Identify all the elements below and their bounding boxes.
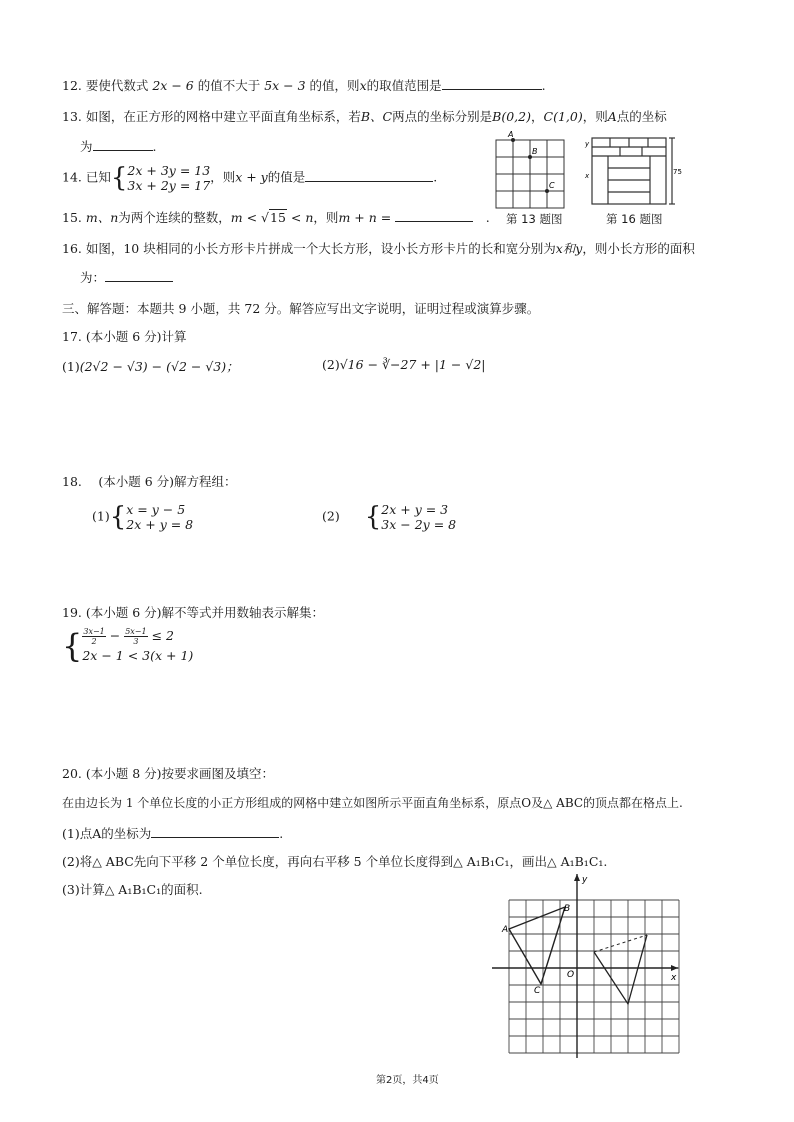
figure-16-rectangles (584, 134, 680, 210)
question-14: 14. 已知{ 2x + 3y = 13 3x + 2y = 17 ，则x + y的值是 . (62, 163, 438, 193)
x-axis-arrow-icon (671, 965, 678, 971)
answer-blank-13[interactable] (93, 137, 153, 151)
label-75: 75 (673, 168, 682, 176)
label-a: A (508, 130, 514, 139)
label-c: C (534, 986, 541, 996)
question-20-part3: (3)计算△ A₁B₁C₁的面积. (62, 882, 203, 897)
label-c: C (549, 181, 555, 190)
y-axis-arrow-icon (574, 874, 580, 881)
label-x: x (671, 973, 677, 983)
answer-blank-14[interactable] (305, 168, 433, 182)
figure-16-caption: 第 16 题图 (606, 212, 663, 226)
question-19-title: 19. (本小题 6 分)解不等式并用数轴表示解集： (62, 605, 325, 620)
page-footer: 第2页，共4页 (376, 1075, 439, 1086)
answer-blank-12[interactable] (442, 76, 542, 90)
question-17-title: 17. (本小题 6 分)计算 (62, 329, 187, 344)
question-13: 13. 如图，在正方形的网格中建立平面直角坐标系，若B、C两点的坐标分别是B(0,2)，C(1,0)，则A点的坐标 (62, 109, 667, 124)
question-20-title: 20. (本小题 8 分)按要求画图及填空： (62, 766, 275, 781)
question-12: 12. 要使代数式 2x − 6 的值不大于 5x − 3 的值，则x的取值范围是 . (62, 78, 546, 93)
triangle-abc (509, 907, 565, 984)
question-16: 16. 如图，10 块相同的小长方形卡片拼成一个大长方形，设小长方形卡片的长和宽分别为x和y，则小长方形的面积 (62, 241, 695, 256)
question-19-system: { $\frac{3x-1}{2}$ − $\frac{5x-1}{3}$ ≤ 2 2x − 1 < 3(x + 1) (62, 627, 194, 665)
question-20-part2: (2)将△ ABC先向下平移 2 个单位长度，再向右平移 5 个单位长度得到△ A₁B₁C₁，画出△ A₁B₁C₁. (62, 854, 608, 869)
question-15: 15. m、n为两个连续的整数，m < √15 < n，则m + n = . (62, 210, 490, 225)
question-20-part1: (1)点A的坐标为 . (62, 826, 284, 841)
label-x: x (585, 172, 590, 180)
label-origin: O (567, 970, 575, 980)
question-17-part1: (1)(2√2 − √3) − (√2 − √3)； (62, 359, 239, 374)
question-13-line2: 为 . (80, 139, 157, 154)
triangle-a1b1c1-sketch (594, 935, 647, 1004)
answer-blank-20-1[interactable] (151, 824, 279, 838)
question-18-part2: (2) { 2x + y = 3 3x − 2y = 8 (322, 502, 457, 532)
question-16-line2: 为： (80, 268, 173, 286)
question-20-description: 在由边长为 1 个单位长度的小正方形组成的网格中建立如图所示平面直角坐标系，原点O及△ ABC的顶点都在格点上. (62, 796, 683, 810)
answer-blank-15[interactable] (395, 208, 473, 222)
figure-20-coordinate-grid (488, 872, 684, 1062)
question-17-part2: (2)√16 − ∛−27 + |1 − √2| (322, 357, 486, 372)
triangle-a1b1c1-dashed-side (594, 935, 647, 952)
label-a: A (502, 925, 509, 935)
question-18-part1: (1){ x = y − 5 2x + y = 8 (92, 502, 194, 532)
label-b: B (564, 904, 571, 914)
label-b: B (532, 147, 538, 156)
figure-13-grid (492, 128, 570, 214)
answer-blank-16[interactable] (105, 268, 173, 282)
figure-13-caption: 第 13 题图 (506, 212, 563, 226)
label-y: y (582, 875, 588, 885)
label-y: y (585, 140, 590, 148)
section-3-heading: 三、解答题：本题共 9 小题，共 72 分。解答应写出文字说明，证明过程或演算步骤。 (62, 301, 540, 316)
question-18-title: 18. (本小题 6 分)解方程组： (62, 474, 237, 489)
